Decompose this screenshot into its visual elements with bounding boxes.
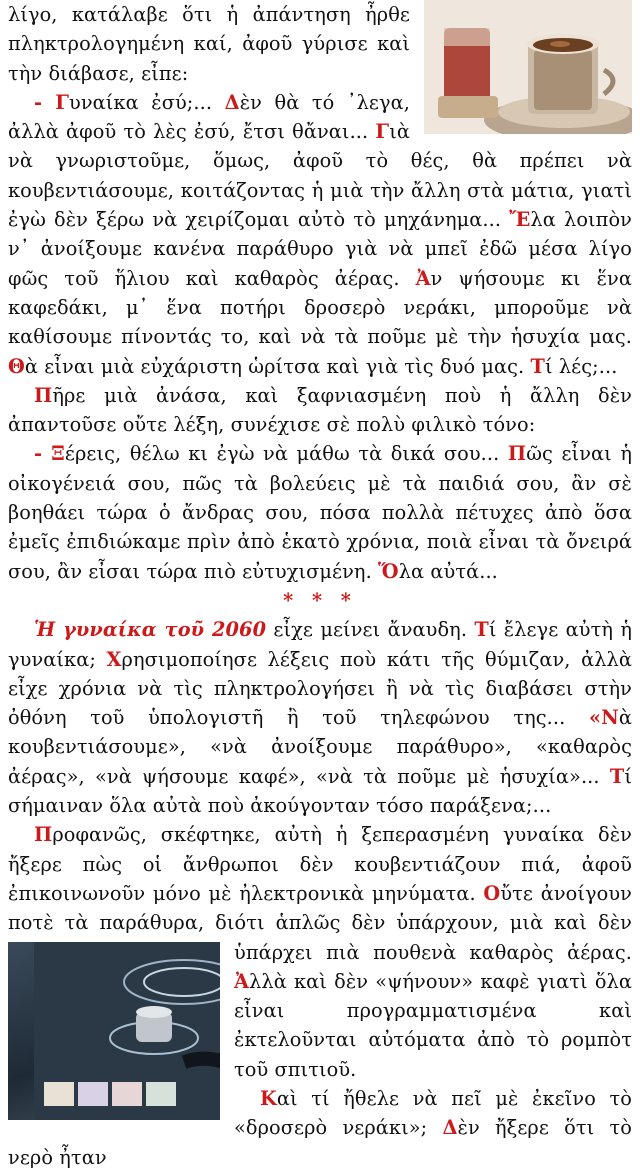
initial-letter: Τ: [530, 354, 545, 378]
text-run: ν ψήσουμε κι ἕνα καφεδάκι, μ᾽ ἕνα ποτήρι δροσερὸ νεράκι, μποροῦμε νὰ καθίσουμε πίνοντάς το, καὶ νὰ τὰ ποῦμε μὲ τὴν ἡσυχία μας.: [8, 266, 633, 349]
text-run: ὰ εἶναι μιὰ εὐχάριστη ὡρίτσα καὶ γιὰ τὶς δυό μας.: [24, 354, 531, 378]
text-run: λα αὐτά...: [398, 559, 498, 583]
initial-letter: Π: [507, 442, 527, 466]
paragraph-4: [8, 439, 632, 585]
initial-letter: Π: [34, 383, 53, 407]
text-run: λα λοιπὸν ν᾽ ἀνοίξουμε κανένα παράθυρο γιὰ νὰ μπεῖ ἐδῶ μέσα λίγο φῶς τοῦ ἥλιου καὶ καθαρὸς ἀέρας.: [8, 208, 632, 290]
text-run: ιὰ νὰ γνωριστοῦμε, ὅμως, ἀφοῦ τὸ θές, θὰ πρέπει νὰ κουβεντιάσουμε, κοιτάζοντας ἡ μιὰ τὴν ἄλλη στὰ μάτια, γιατὶ ἐγὼ δὲν ξέρω νὰ χειρίζομαι αὐτὸ τὸ μηχάνημα...: [8, 120, 632, 232]
text-run: ί λές;...: [544, 354, 618, 378]
dialogue-dash: -: [34, 442, 52, 466]
initial-letter: Ἀ: [415, 266, 431, 290]
initial-letter: Θ: [8, 354, 25, 378]
paragraph-6: [8, 820, 632, 1084]
text-run: ὰ κουβεντιάσουμε», «νὰ ἀνοίξουμε παράθυρο», «καθαρὸς ἀέρας», «νὰ ψήσουμε καφέ», «νὰ τὰ ποῦμε μὲ ἡσυχία»...: [8, 706, 632, 788]
initial-letter: Κ: [260, 1086, 277, 1110]
section-separator: * * *: [283, 588, 357, 612]
text-run: ὲν θὰ τό ᾽λεγα, ἀλλὰ ἀφοῦ τὸ λὲς ἐσύ, ἔτσι θἄναι...: [8, 90, 410, 144]
paragraph-5: [8, 615, 632, 820]
section-title: Ἡ γυναίκα τοῦ 2060: [34, 618, 267, 642]
initial-letter: Γ: [375, 120, 390, 144]
coffee-cup-photo: [424, 0, 632, 134]
initial-letter: Δ: [224, 90, 240, 114]
initial-letter: «Ν: [588, 706, 619, 730]
coffee-cup-illustration: [424, 0, 632, 134]
smart-table-photo: [8, 942, 220, 1120]
paragraph-1-text: λίγο, κατάλαβε ὅτι ἡ ἀπάντηση ἦρθε πληκτρολογημένη καί, ἀφοῦ γύρισε καὶ τὴν διάβασε, εἶπε:: [8, 3, 410, 85]
text-run: ῆρε μιὰ ἀνάσα, καὶ ξαφνιασμένη ποὺ ἡ ἄλλη δὲν ἀπαντοῦσε οὔτε λέξη, συνέχισε σὲ πολὺ φιλικὸ τόνο:: [8, 383, 632, 437]
text-run: ὲν ἤξερε ὅτι τὸ νερὸ ἦταν: [8, 1116, 632, 1169]
text-run: εἶχε μείνει ἄναυδη.: [266, 618, 475, 642]
text-run: ί σήμαιναν ὅλα αὐτὰ ποὺ ἀκούγονταν τόσο παράξενα;...: [8, 764, 632, 818]
initial-letter: Τ: [609, 764, 625, 788]
text-run: λλὰ καὶ δὲν «ψήνουν» καφὲ γιατὶ ὅλα εἶναι προγραμματισμένα καὶ ἐκτελοῦνται αὐτόματα ἀπὸ τὸ ρομπὸτ τοῦ σπιτιοῦ.: [234, 969, 632, 1081]
text-run: ὔτε ἀνοίγουν ποτὲ τὰ παράθυρα, διότι ἁπλῶς δὲν ὑπάρχουν, μιὰ καὶ δὲν ὑπάρχει πιὰ πουθενὰ καθαρὸς ἀέρας.: [8, 881, 632, 964]
dialogue-dash: -: [34, 90, 56, 114]
text-run: ρησιμοποίησε λέξεις ποὺ κάτι τῆς θύμιζαν, ἀλλὰ εἶχε χρόνια νὰ τὶς πληκτρολογήσει ἢ νὰ τὶς διαβάσει στὴν ὀθόνη τοῦ ὑπολογιστῆ ἢ τοῦ τηλεφώνου της...: [8, 647, 632, 730]
initial-letter: Τ: [474, 618, 489, 642]
initial-letter: Δ: [442, 1116, 458, 1140]
initial-letter: Ἀ: [234, 969, 250, 993]
initial-letter: Ἔ: [509, 208, 531, 232]
text-run: ῶς εἶναι ἡ οἰκογένειά σου, πῶς τὰ βολεύεις μὲ τὰ παιδιά σου, ἂν σὲ βοηθάει τώρα ὁ ἄνδρας σου, πόσα πολλὰ πέτυχες ἀπὸ ὅσα ἐμεῖς ἐπιδιώκαμε πρὶν ἀπὸ ἑκατὸ χρόνια, ποιὰ εἶναι τὰ ὄνειρά σου, ἂν εἶσαι τώρα πιὸ εὐτυχισμένη.: [8, 442, 632, 583]
text-run: ροφανῶς, σκέφτηκε, αὐτὴ ἡ ξεπερασμένη γυναίκα δὲν ἤξερε πὼς οἱ ἄνθρωποι δὲν κουβεντιάζουν πιά, ἀφοῦ ἐπικοινωνοῦν μόνο μὲ ἠλεκτρονικὰ μηνύματα.: [8, 823, 632, 905]
initial-letter: Χ: [106, 647, 122, 671]
initial-letter: Ξ: [51, 442, 65, 466]
text-run: ί ἔλεγε αὐτὴ ἡ γυναίκα;: [8, 618, 632, 671]
smart-table-illustration: [34, 942, 220, 1120]
initial-letter: Π: [34, 823, 53, 847]
initial-letter: Ο: [483, 881, 501, 905]
text-run: έρεις, θέλω κι ἐγὼ νὰ μάθω τὰ δικά σου...: [64, 442, 508, 466]
paragraph-3: [8, 381, 632, 440]
page: [8, 0, 633, 1169]
text-run: υναίκα ἐσύ;...: [69, 90, 225, 114]
article-text: [8, 0, 632, 1172]
initial-letter: Γ: [55, 90, 70, 114]
text-run: αὶ τί ἤθελε νὰ πεῖ μὲ ἐκεῖνο τὸ «δροσερὸ νεράκι»;: [234, 1086, 632, 1140]
initial-letter: Ὅ: [378, 559, 399, 583]
